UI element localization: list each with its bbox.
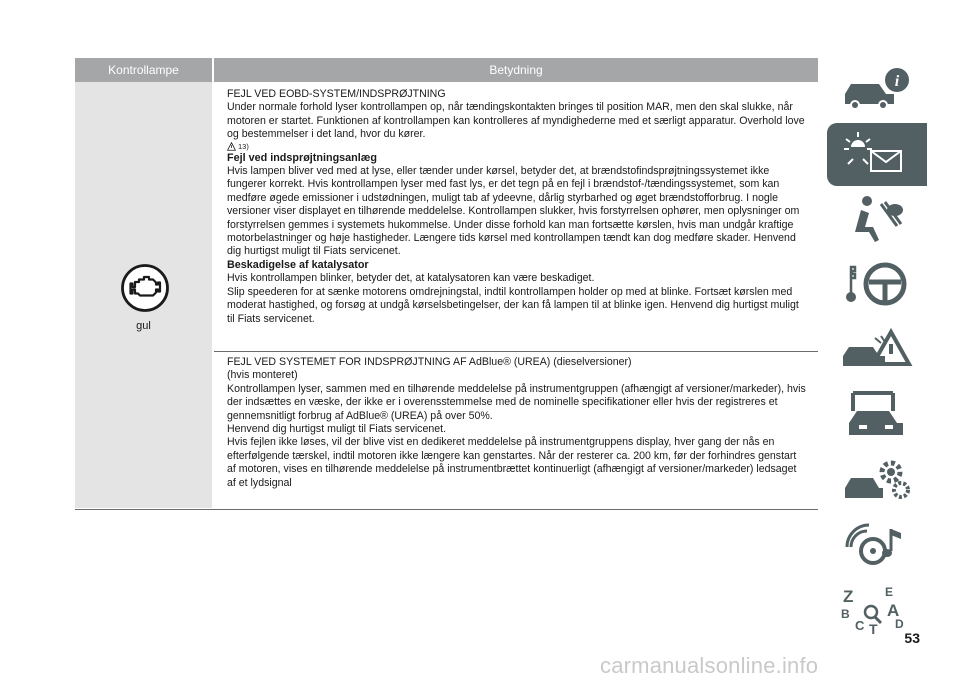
section2-text-2: Henvend dig hurtigst muligt til Fiats servicenet. <box>227 423 447 436</box>
index-letter-t: T <box>869 621 878 637</box>
tab-emergency[interactable] <box>827 318 927 381</box>
section-title: FEJL VED EOBD-SYSTEM/INDSPRØJTNING <box>227 88 446 100</box>
index-letter-e: E <box>885 585 894 599</box>
tab-starting-driving[interactable] <box>827 253 927 316</box>
warning-lights-icon <box>837 127 917 182</box>
index-letter-c: C <box>855 618 865 633</box>
section-intro: Under normale forhold lyser kontrollampen op, når tændingskontakten bringes til position MAR, men den skal slukke, når motoren er startet. Funktionen af kontrollampen kan kontrolleres af myndighederne med et særligt apparatur. Overhold love og bestemmelser i det land, hvor du kører. <box>227 101 805 141</box>
seat-airbag-icon <box>837 192 917 247</box>
index-letter-b: B <box>841 607 850 621</box>
fault-text: Hvis lampen bliver ved med at lyse, eller tænder under kørsel, betyder det, at brændstofindsprøjtningssystemet ikke fungerer korrekt. Hvis kontrollampen lyser med fast lys, er det tegn på en fejl i brændstof-/tændingssystemet, som kan medføre øgede emissioner i udstødningen, muligt tab af ydeevne, dårlig styrbarhed og øget brændstofforbrug. I nogle versioner viser displayet en tilhørende meddelelse. Kontrollampen slukker, hvis forstyrrelsen ophører, men oplysninger om forstyrrelsen gemmes i systemets hukommelse. Under disse forhold kan man fortsætte kørslen, hvis man undgår kraftige motorbelastninger og høje hastigheder. Længere tids kørsel med kontrollampen tændt kan dog medføre skader. Henvend dig hurtigst muligt til Fiats servicenet. <box>227 165 800 258</box>
section2-text-1: Kontrollampen lyser, sammen med en tilhørende meddelelse på instrumentgruppen (afhængigt af versioner/markeder), hvis der indsættes en væske, der ikke er i overensstemmelse med de nominelle specifikationer eller hvis der registreres et gennemsnitligt forbrug af AdBlue® (UREA) på over 50%. <box>227 382 806 422</box>
lamp-cell <box>75 82 212 508</box>
table-bottom-rule <box>75 509 818 510</box>
section-eobd <box>227 88 807 326</box>
tab-maintenance[interactable] <box>827 383 927 446</box>
specs-gears-icon <box>837 452 917 507</box>
tab-multimedia[interactable] <box>827 513 927 576</box>
watermark: carmanualsonline.info <box>600 653 819 678</box>
index-letter-a: A <box>887 601 900 620</box>
steering-key-icon <box>837 257 917 312</box>
warning-light-table <box>75 58 818 489</box>
header-kontrollampe: Kontrollampe <box>108 63 179 77</box>
section2-subtitle: (hvis monteret) <box>227 369 298 382</box>
warning-triangle-icon <box>227 142 236 151</box>
car-info-icon <box>837 62 917 117</box>
section-adblue <box>227 356 807 490</box>
page-number: 53 <box>904 630 920 646</box>
index-letter-z: Z <box>843 587 854 606</box>
description-cell <box>214 82 818 508</box>
section2-text-3: Hvis fejlen ikke løses, vil der blive vist en dedikeret meddelelse på instrumentgruppens display, hver gang der nås en efterfølgende tærskel, indtil motoren ikke længere kan genstartes. Når der resterer ca. 200 km, før der forhindres genstart af motoren, vises en tilhørende meddelelse på instrumentbrættet kontinuerligt (afhængigt af versioner/markeder) ledsaget af et lydsignal <box>227 436 797 489</box>
section-divider <box>214 351 818 352</box>
index-letter-d: D <box>895 617 904 631</box>
table-row <box>75 82 818 508</box>
tab-warning-lights[interactable] <box>827 123 927 186</box>
tab-technical-data[interactable] <box>827 448 927 511</box>
tab-safety[interactable] <box>827 188 927 251</box>
fault-heading: Fejl ved indsprøjtningsanlæg <box>227 151 377 164</box>
table-header <box>75 58 818 82</box>
catalyst-text-1: Hvis kontrollampen blinker, betyder det, at katalysatoren kan være beskadiget. <box>227 272 595 285</box>
multimedia-icon <box>837 517 917 572</box>
tab-car-info[interactable] <box>827 58 927 121</box>
emergency-car-icon <box>837 322 917 377</box>
svg-text:i: i <box>894 73 900 90</box>
header-betydning: Betydning <box>489 63 543 77</box>
catalyst-text-2: Slip speederen for at sænke motorens omdrejningstal, indtil kontrollampen holder op med at blinke. Fortsæt kørslen med moderat hastighed, og forsøg at undgå kørselsbetingelser, der kan få lampen til at blinke igen. Henvend dig hurtigst muligt til Fiats servicenet. <box>227 285 799 325</box>
section2-title: FEJL VED SYSTEMET FOR INDSPRØJTNING AF AdBlue® (UREA) (dieselversioner) <box>227 356 632 368</box>
reference-note[interactable] <box>227 142 807 152</box>
engine-check-icon <box>120 263 170 313</box>
index-az-icon <box>837 582 917 637</box>
reference-number: 13) <box>238 141 249 151</box>
car-service-icon <box>837 387 917 442</box>
lamp-color-label: gul <box>136 320 151 332</box>
catalyst-heading: Beskadigelse af katalysator <box>227 258 369 271</box>
